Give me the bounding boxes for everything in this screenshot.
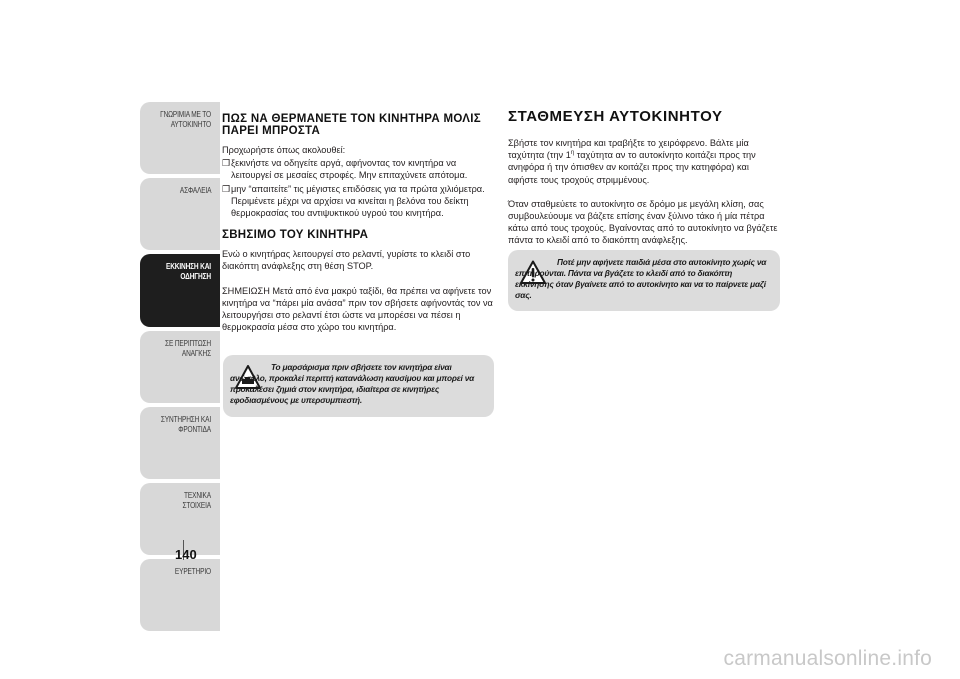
- tab-emergency[interactable]: [140, 331, 220, 403]
- tab-label: ΕΚΚΙΝΗΣΗ ΚΑΙ ΟΔΗΓΗΣΗ: [165, 262, 211, 281]
- tab-maintenance[interactable]: [140, 407, 220, 479]
- list-item: [222, 183, 493, 220]
- checkbox-bullet-icon: ❒: [222, 158, 231, 169]
- tab-label: ΤΕΧΝΙΚΑ ΣΤΟΙΧΕΙΑ: [182, 491, 211, 510]
- checkbox-bullet-icon: ❒: [222, 183, 231, 194]
- tab-technical-data[interactable]: [140, 483, 220, 555]
- tab-label: ΣΥΝΤΗΡΗΣΗ ΚΑΙ ΦΡΟΝΤΙΔΑ: [160, 415, 211, 434]
- tab-index[interactable]: [140, 559, 220, 631]
- warning-text: Το μαρσάρισμα πριν σβήσετε τον κινητήρα είναι ανώφελο, προκαλεί περιττή κατανάλωση καυσίμου και μπορεί να προκαλέσει ζημιά στον κινητήρα, ιδιαίτερα σε κινητήρες εφοδιασμένους με υπερσυμπιεστή.: [230, 362, 475, 405]
- tab-starting-driving[interactable]: [140, 254, 220, 327]
- paragraph: Ενώ ο κινητήρας λειτουργεί στο ρελαντί, γυρίστε το κλειδί στο διακόπτη ανάφλεξης στη θέση STOP.: [222, 249, 471, 272]
- superscript: η: [570, 150, 575, 157]
- warning-text: Ποτέ μην αφήνετε παιδιά μέσα στο αυτοκίνητο χωρίς να επιτηρούνται. Πάντα να βγάζετε το κλειδί από το διακόπτη εκκίνησης όταν βγαίνετε από το αυτοκίνητο και να το παίρνετε μαζί σας.: [515, 257, 767, 300]
- note-paragraph: ΣΗΜΕΙΩΣΗ Μετά από ένα μακρύ ταξίδι, θα πρέπει να αφήνετε τον κινητήρα να “πάρει μία ανάσα” πριν τον σβήσετε αφήνοντάς τον να λειτουργήσει στο ρελαντί έτσι ώστε να μπορέσει να πέσει η θερμοκρασία μέσα στο χώρο του κινητήρα.: [222, 285, 493, 333]
- paragraph-part: ταχύτητα αν το αυτοκίνητο κοιτάζει προς την ανηφόρα ή την όπισθεν αν κοιτάζει προς την κατηφόρα) και αφήστε τους τροχούς στριμμένους.: [508, 150, 756, 185]
- section-heading-engine-off: ΣΒΗΣΙΜΟ ΤΟΥ ΚΙΝΗΤΗΡΑ: [222, 229, 369, 242]
- warning-box-overrev: [223, 355, 494, 417]
- right-column: [508, 108, 780, 247]
- left-column: [222, 113, 493, 333]
- section-heading-warm-up: ΠΩΣ ΝΑ ΘΕΡΜΑΝΕΤΕ ΤΟΝ ΚΙΝΗΤΗΡΑ ΜΟΛΙΣ ΠΑΡΕΙ ΜΠΡΟΣΤΑ: [222, 113, 481, 137]
- list-item-text: ξεκινήστε να οδηγείτε αργά, αφήνοντας τον κινητήρα να λειτουργεί σε μεσαίες στροφές. Μην επιταχύνετε απότομα.: [231, 158, 468, 181]
- paragraph: [508, 137, 780, 186]
- tab-label: ΣΕ ΠΕΡΙΠΤΩΣΗ ΑΝΑΓΚΗΣ: [165, 339, 211, 358]
- intro-text: Προχωρήστε όπως ακολουθεί:: [222, 145, 346, 155]
- paragraph-part: Σβήστε τον κινητήρα και τραβήξτε το χειρόφρενο. Βάλτε μία ταχύτητα (την 1: [508, 138, 749, 161]
- page-number: 140: [175, 547, 197, 562]
- tab-label: ΑΣΦΑΛΕΙΑ: [179, 186, 211, 195]
- tab-getting-to-know[interactable]: [140, 102, 220, 174]
- list-item-text: μην “απαιτείτε” τις μέγιστες επιδόσεις για τα πρώτα χιλιόμετρα. Περιμένετε μέχρι να αρχίσει να κινείται η βελόνα του δείκτη θερμοκρασίας του αντιψυκτικού υγρού του κινητήρα.: [231, 183, 485, 219]
- paragraph: Όταν σταθμεύετε το αυτοκίνητο σε δρόμο με μεγάλη κλίση, σας συμβουλεύουμε να βάζετε επίσης έναν ξύλινο τάκο ή μία πέτρα κάτω από τους τροχούς. Βγαίνοντας από το αυτοκίνητο να βγάζετε πάντα το κλειδί από το διακόπτη ανάφλεξης.: [508, 198, 778, 246]
- warning-box-children: [508, 250, 780, 311]
- tab-label: ΓΝΩΡΙΜΙΑ ΜΕ ΤΟ ΑΥΤΟΚΙΝΗΤΟ: [160, 110, 211, 129]
- tab-label: ΕΥΡΕΤΗΡΙΟ: [174, 567, 211, 576]
- watermark: carmanualsonline.info: [723, 647, 932, 670]
- tab-safety[interactable]: [140, 178, 220, 250]
- list-item: [222, 157, 493, 181]
- section-heading-parking: ΣΤΑΘΜΕΥΣΗ ΑΥΤΟΚΙΝΗΤΟΥ: [508, 108, 723, 125]
